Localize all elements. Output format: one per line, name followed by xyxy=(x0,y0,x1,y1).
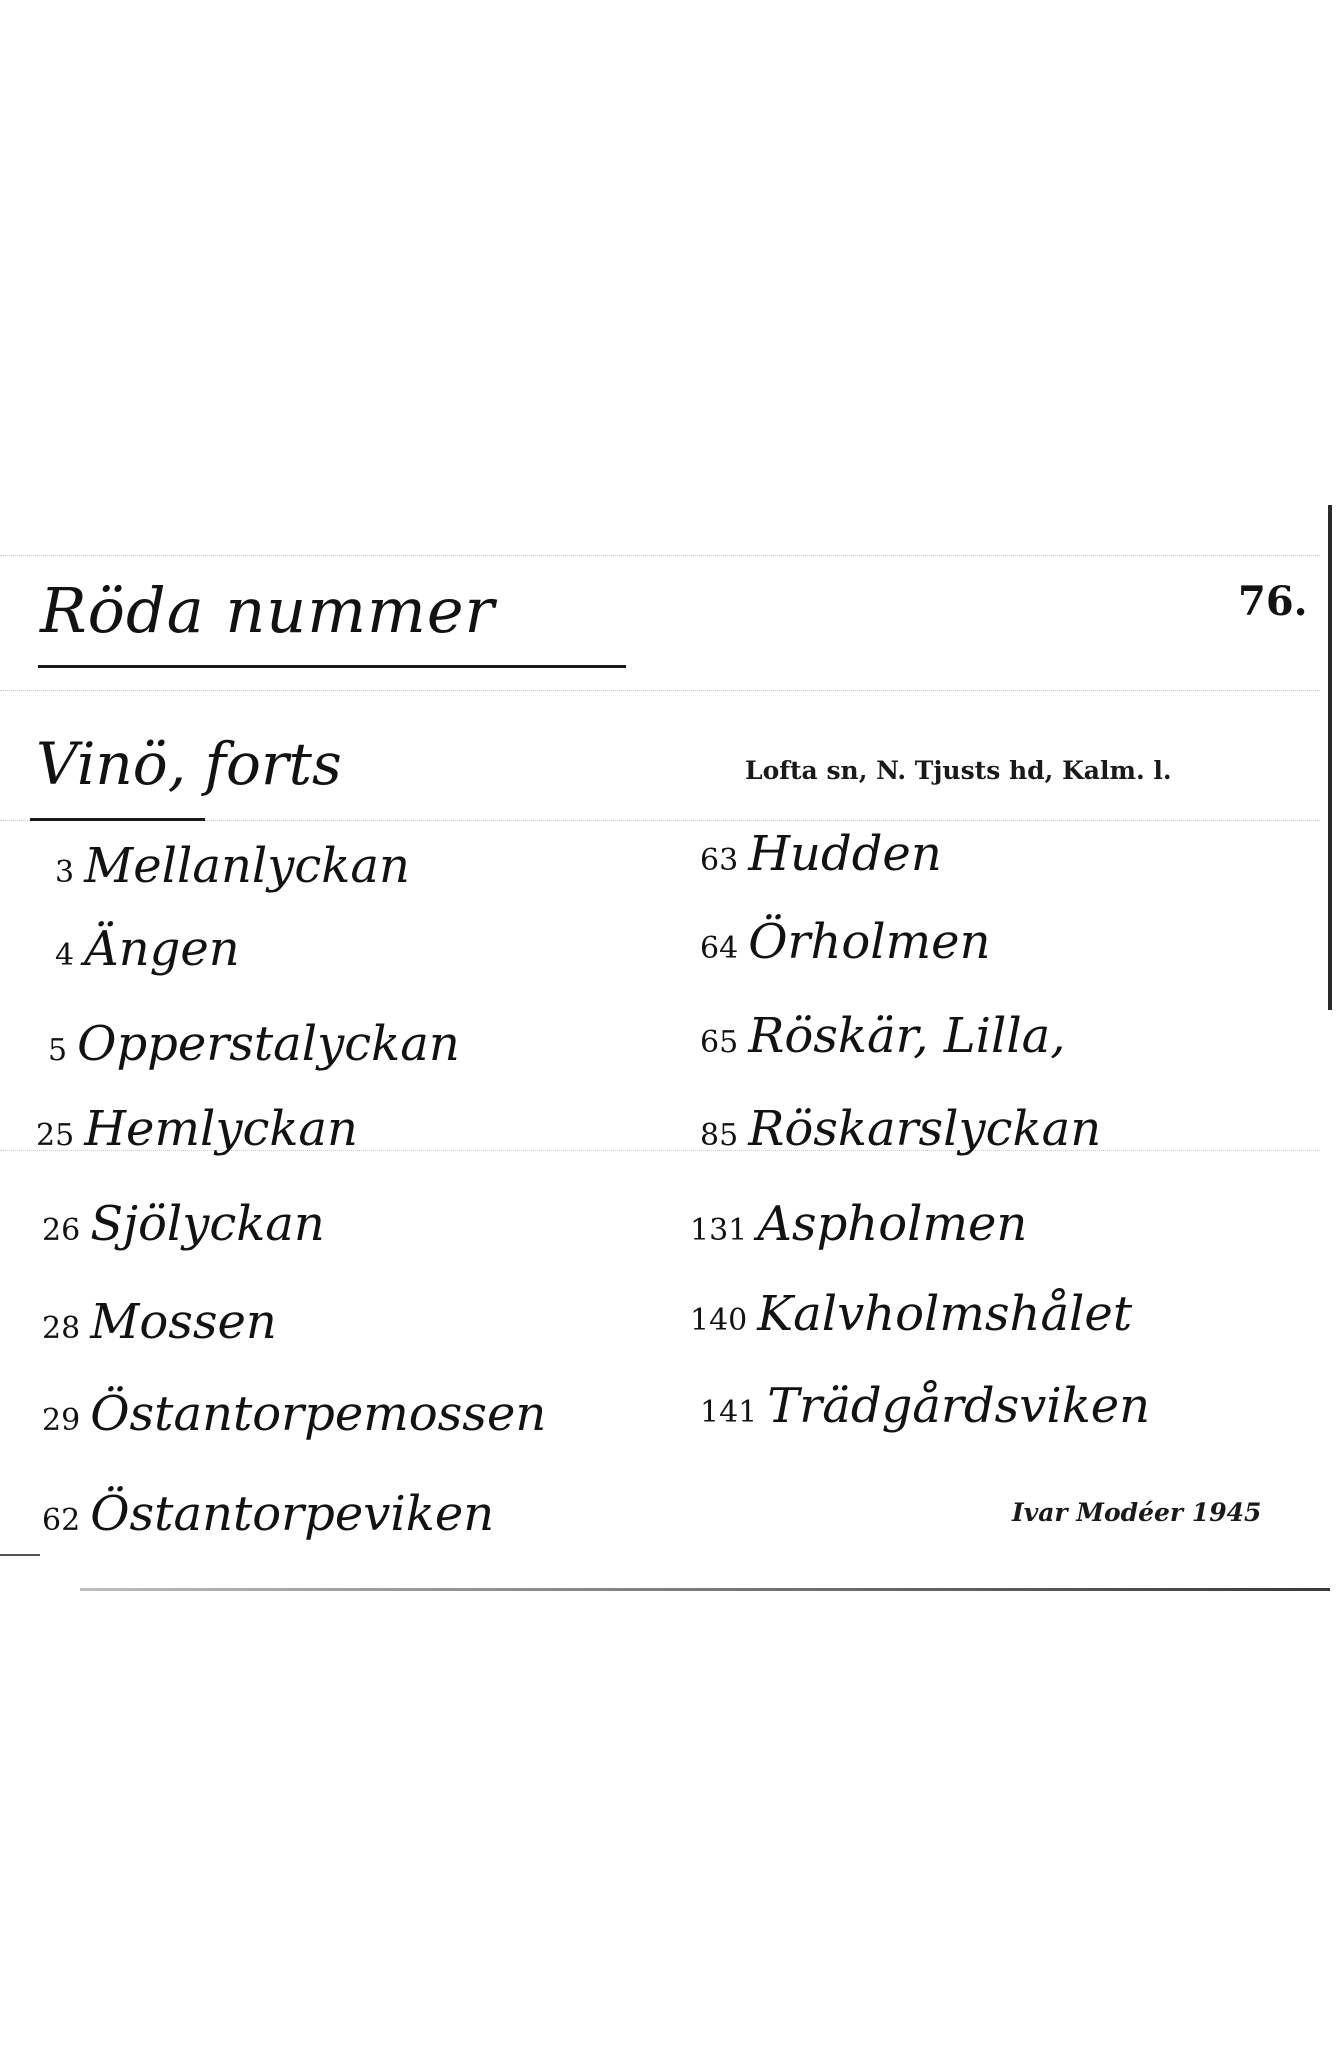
entry-name: Aspholmen xyxy=(757,1196,1028,1252)
entry-name: Ängen xyxy=(84,921,240,977)
entry-number: 85 xyxy=(700,1118,739,1153)
entry-name: Hudden xyxy=(748,826,942,882)
card-number: 76. xyxy=(1238,578,1308,625)
entry-name: Hemlyckan xyxy=(84,1101,358,1157)
entry-number: 64 xyxy=(700,931,739,966)
card-ruling-line xyxy=(0,690,1320,691)
entry-name: Trädgårdsviken xyxy=(767,1378,1151,1434)
entry-number: 63 xyxy=(700,843,739,878)
entry-name: Opperstalyckan xyxy=(77,1016,460,1072)
entry-number: 131 xyxy=(690,1213,748,1248)
list-item xyxy=(42,1196,325,1252)
entry-number: 62 xyxy=(42,1503,81,1538)
list-item xyxy=(700,1378,1151,1434)
card-right-edge xyxy=(1328,505,1332,1010)
list-item xyxy=(42,1294,277,1350)
author-stamp: Ivar Modéer 1945 xyxy=(1012,1498,1262,1527)
section-heading: Vinö, forts xyxy=(36,730,342,798)
entry-name: Kalvholmshålet xyxy=(757,1286,1133,1342)
card-title-underline xyxy=(38,665,626,668)
entry-number: 65 xyxy=(700,1025,739,1060)
entry-number: 29 xyxy=(42,1403,81,1438)
entry-name: Sjölyckan xyxy=(90,1196,325,1252)
entry-name: Östantorpemossen xyxy=(90,1386,547,1442)
section-heading-underline xyxy=(30,818,205,821)
list-item xyxy=(700,1008,1066,1064)
card-ruling-line xyxy=(0,555,1320,556)
entry-number: 140 xyxy=(690,1303,748,1338)
entry-name: Röskarslyckan xyxy=(748,1101,1102,1157)
entry-number: 26 xyxy=(42,1213,81,1248)
list-item xyxy=(700,826,942,882)
entry-name: Örholmen xyxy=(748,914,991,970)
list-item xyxy=(55,838,410,894)
list-item xyxy=(42,1486,495,1542)
list-item xyxy=(700,914,991,970)
location-stamp: Lofta sn, N. Tjusts hd, Kalm. l. xyxy=(745,756,1172,785)
card-bottom-edge xyxy=(80,1588,1330,1591)
card-left-tick xyxy=(0,1554,40,1556)
card-title: Röda nummer xyxy=(40,574,496,647)
list-item xyxy=(700,1101,1102,1157)
list-item xyxy=(690,1196,1028,1252)
list-item xyxy=(55,921,240,977)
entry-number: 141 xyxy=(700,1395,758,1430)
entry-name: Östantorpeviken xyxy=(90,1486,495,1542)
entry-number: 3 xyxy=(55,855,75,890)
list-item xyxy=(690,1286,1133,1342)
entry-name: Mellanlyckan xyxy=(84,838,410,894)
entry-number: 25 xyxy=(36,1118,75,1153)
list-item xyxy=(42,1386,547,1442)
entry-name: Mossen xyxy=(90,1294,277,1350)
entry-number: 4 xyxy=(55,938,75,973)
entry-name: Röskär, Lilla, xyxy=(748,1008,1066,1064)
list-item xyxy=(36,1101,358,1157)
entry-number: 5 xyxy=(48,1033,68,1068)
list-item xyxy=(48,1016,460,1072)
entry-number: 28 xyxy=(42,1311,81,1346)
